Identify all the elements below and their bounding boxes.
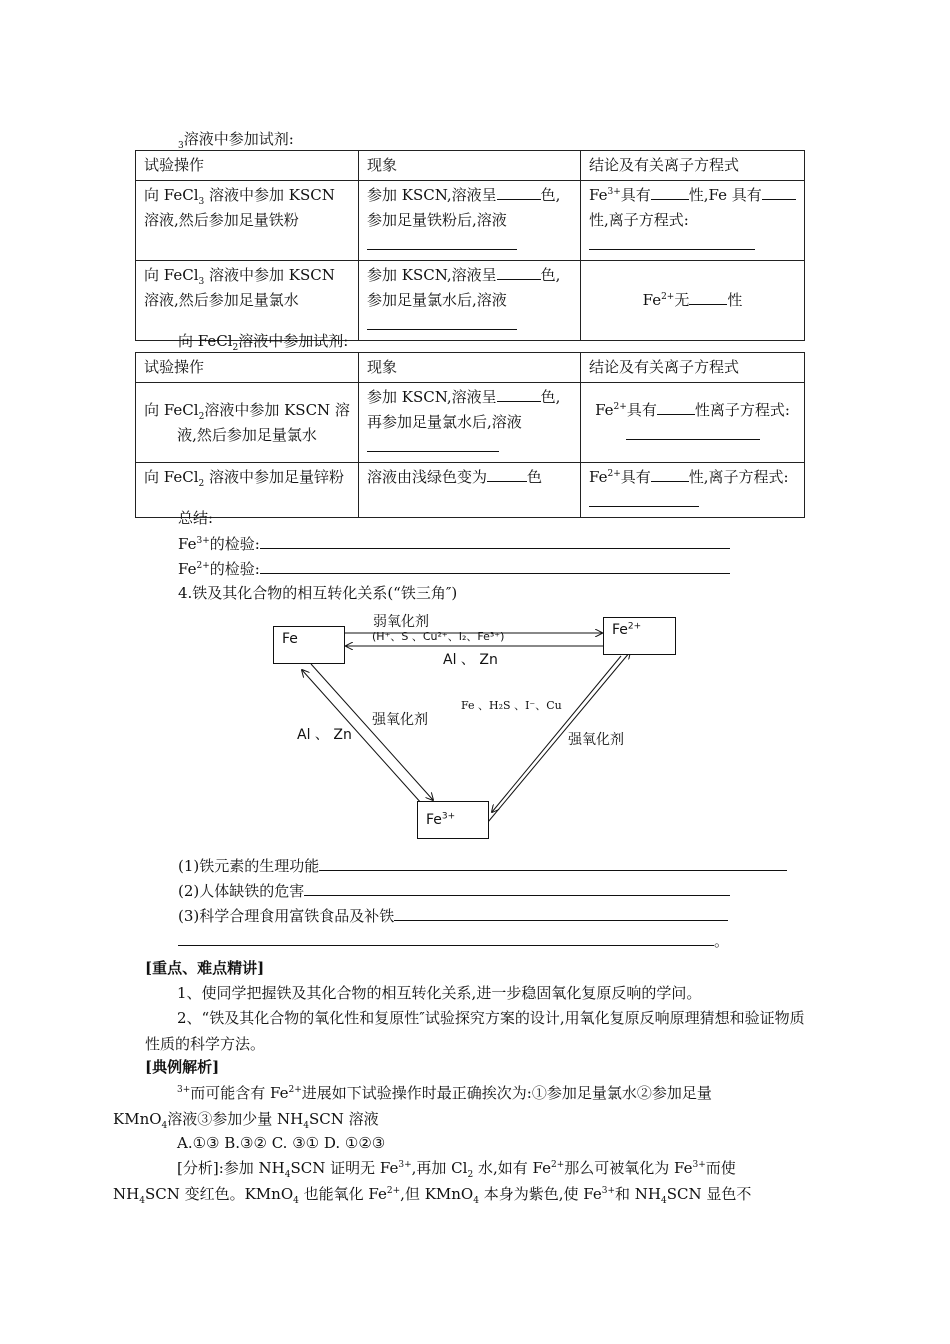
con-text: 具有 — [620, 468, 651, 486]
node-label: Fe — [282, 631, 298, 647]
op-text: 溶液中参加 KSCN 溶液,然后参加足量氯水 — [177, 400, 350, 444]
question-text: (3)科学合理食用富铁食品及补铁 — [178, 907, 395, 925]
analysis-paragraph — [113, 1155, 805, 1207]
an-text: [分析]:参加 NH — [177, 1159, 285, 1177]
ph-text: 溶液由浅绿色变为 — [367, 468, 488, 486]
node-fe2 — [603, 617, 676, 655]
header-operation: 试验操作 — [136, 151, 359, 181]
ph-text: 参加 KSCN,溶液呈 — [367, 388, 497, 406]
subscript: 4 — [293, 1196, 299, 1206]
subscript: 4 — [139, 1196, 145, 1206]
node-fe3 — [417, 801, 489, 839]
superscript: 2+ — [288, 1085, 302, 1095]
period-text: 。 — [714, 932, 730, 950]
weak-oxidant-list: (H⁺、S 、Cu²⁺、I₂、Fe³⁺) — [372, 630, 505, 643]
an-text: 和 NH — [615, 1185, 661, 1203]
question-2 — [178, 880, 730, 901]
conclusion-cell: $Fe^{2+}$具有 性,离子方程式: — [581, 463, 805, 518]
blank[interactable] — [178, 930, 714, 946]
question-3-continuation — [178, 930, 729, 951]
reducer-label-top: Al 、 Zn — [443, 652, 498, 668]
con-text: 性离子方程式: — [694, 400, 790, 419]
blank[interactable] — [304, 880, 730, 896]
con-text: 具有 — [620, 186, 651, 204]
conclusion-cell: $Fe^{3+}$具有 性,Fe 具有性,离子方程式: — [581, 181, 805, 261]
superscript: 3+ — [601, 1186, 616, 1196]
subscript: 2 — [198, 479, 205, 489]
fe3-check-line: $Fe^{3+}$的检验: — [178, 533, 730, 554]
superscript: 2+ — [386, 1186, 401, 1196]
check-text: 的检验: — [209, 535, 260, 553]
question-3 — [178, 905, 728, 926]
ex-text: 溶液③参加少量 NH — [167, 1110, 304, 1128]
summary-label: 总结: — [178, 509, 214, 527]
subscript: 2 — [467, 1170, 474, 1180]
strong-oxidant-label-left: 强氧化剂 — [372, 712, 428, 728]
answer-options: A.①③ B.③② C. ③① D. ①②③ — [177, 1134, 386, 1152]
key-point-1: 1、使同学把握铁及其化合物的相互转化关系,进一步稳固氧化复原反响的学问。 — [177, 984, 702, 1002]
check-text: 的检验: — [209, 560, 260, 578]
superscript: 2+ — [607, 469, 621, 479]
op-text: 向 FeCl — [144, 400, 199, 419]
superscript: 2+ — [550, 1160, 565, 1170]
blank[interactable] — [394, 905, 728, 921]
op-text: 溶液中参加 KSCN 溶液,然后参加足量氯水 — [144, 266, 335, 309]
node-label: Fe — [612, 622, 628, 638]
ex-text: 而可能含有 Fe — [190, 1084, 289, 1102]
ph-text: 参加 KSCN,溶液呈 — [367, 186, 497, 204]
superscript: 3+ — [692, 1160, 706, 1170]
question-text: (1)铁元素的生理功能 — [178, 857, 320, 875]
subscript: 3 — [198, 197, 205, 207]
an-text: SCN 变红色。KMnO — [144, 1185, 294, 1203]
superscript: 2+ — [661, 292, 675, 302]
fe2-check-line: $Fe^{2+}$的检验: — [178, 558, 730, 579]
superscript: 3+ — [398, 1160, 412, 1170]
ph-text: 色,再参加足量氯水后,溶液 — [367, 388, 561, 431]
example-question — [113, 1080, 805, 1132]
an-text: 而使 — [705, 1159, 736, 1177]
op-text: 溶液中参加 KSCN 溶液,然后参加足量铁粉 — [144, 186, 335, 229]
header-operation: 试验操作 — [136, 353, 359, 383]
intro-text: 溶液中参加试剂: — [183, 130, 294, 148]
an-text: 也能氧化 Fe — [298, 1185, 387, 1203]
subscript: 4 — [661, 1196, 667, 1206]
op-text: 向 FeCl — [144, 266, 199, 284]
subscript: 4 — [161, 1121, 168, 1131]
an-text: ,再加 Cl — [411, 1159, 468, 1177]
intro-text: 向 FeCl — [178, 332, 233, 350]
ex-text: SCN 溶液 — [308, 1110, 379, 1128]
key-points-heading: [重点、难点精讲] — [145, 959, 265, 977]
conclusion-cell: $Fe^{2+}$无 性 — [581, 261, 805, 341]
an-text: 那么可被氧化为 Fe — [564, 1159, 693, 1177]
reducer-label-left: Al 、 Zn — [297, 727, 352, 743]
blank[interactable] — [319, 855, 787, 871]
con-text: 性,离子方程式: — [688, 468, 789, 486]
conclusion-cell: $Fe^{2+}$具有 性离子方程式: — [581, 383, 805, 463]
op-text: 溶液中参加足量锌粉 — [204, 468, 345, 486]
example-heading: [典例解析] — [145, 1058, 220, 1076]
subscript: 3 — [178, 141, 184, 151]
subscript: 3 — [198, 277, 205, 287]
an-text: ,但 KMnO — [400, 1185, 474, 1203]
subscript: 2 — [198, 411, 205, 422]
strong-oxidant-label-right: 强氧化剂 — [568, 732, 624, 748]
reducer-list-right: Fe 、H₂S 、I⁻、Cu — [461, 699, 562, 712]
node-label: Fe — [426, 812, 442, 828]
ph-text: 色,参加足量氯水后,溶液 — [367, 266, 561, 309]
an-text: SCN 显色不 — [666, 1185, 752, 1203]
an-text: 水,如有 Fe — [473, 1159, 551, 1177]
superscript: 2+ — [196, 561, 210, 571]
superscript: 3+ — [196, 536, 210, 546]
section-4-heading: 4.铁及其化合物的相互转化关系(“铁三角″) — [178, 584, 458, 602]
op-text: 向 FeCl — [144, 468, 199, 486]
node-fe — [273, 626, 345, 664]
question-text: (2)人体缺铁的危害 — [178, 882, 305, 900]
ph-text: 色,参加足量铁粉后,溶液 — [367, 186, 561, 229]
subscript: 4 — [473, 1196, 479, 1206]
con-text: 性 — [727, 291, 743, 309]
con-text: 性,离子方程式: — [589, 211, 689, 229]
superscript: 3+ — [607, 187, 621, 197]
an-text: SCN 证明无 Fe — [290, 1159, 399, 1177]
superscript: 3+ — [441, 811, 456, 822]
ex-text: 进展如下试验操作时最正确挨次为:①参加足量氯水②参加足量 — [301, 1084, 712, 1102]
ph-text: 色 — [527, 468, 543, 486]
ex-text: KMnO — [113, 1110, 162, 1128]
con-text: 无 — [674, 291, 690, 309]
question-1 — [178, 855, 787, 876]
an-text: 本身为紫色,使 Fe — [478, 1185, 602, 1203]
superscript: 2+ — [627, 621, 642, 632]
header-conclusion: 结论及有关离子方程式 — [581, 151, 805, 181]
op-text: 向 FeCl — [144, 186, 199, 204]
weak-oxidant-label: 弱氧化剂 — [373, 614, 429, 630]
header-conclusion: 结论及有关离子方程式 — [581, 353, 805, 383]
con-text: 具有 — [626, 400, 657, 419]
superscript: 3+ — [177, 1085, 191, 1095]
an-text: NH — [113, 1185, 140, 1203]
subscript: 4 — [303, 1121, 309, 1131]
subscript: 2 — [232, 343, 239, 353]
header-phenomenon: 现象 — [359, 353, 581, 383]
subscript: 4 — [284, 1170, 291, 1180]
intro-text: 溶液中参加试剂: — [238, 332, 349, 350]
key-point-2: 2、“铁及其化合物的氧化性和复原性″试验探究方案的设计,用氧化复原反响原理猜想和验证物质性质的科学方法。 — [145, 1009, 805, 1053]
superscript: 2+ — [613, 401, 627, 412]
con-text: 性,Fe 具有 — [688, 186, 762, 204]
header-phenomenon: 现象 — [359, 151, 581, 181]
ph-text: 参加 KSCN,溶液呈 — [367, 266, 497, 284]
